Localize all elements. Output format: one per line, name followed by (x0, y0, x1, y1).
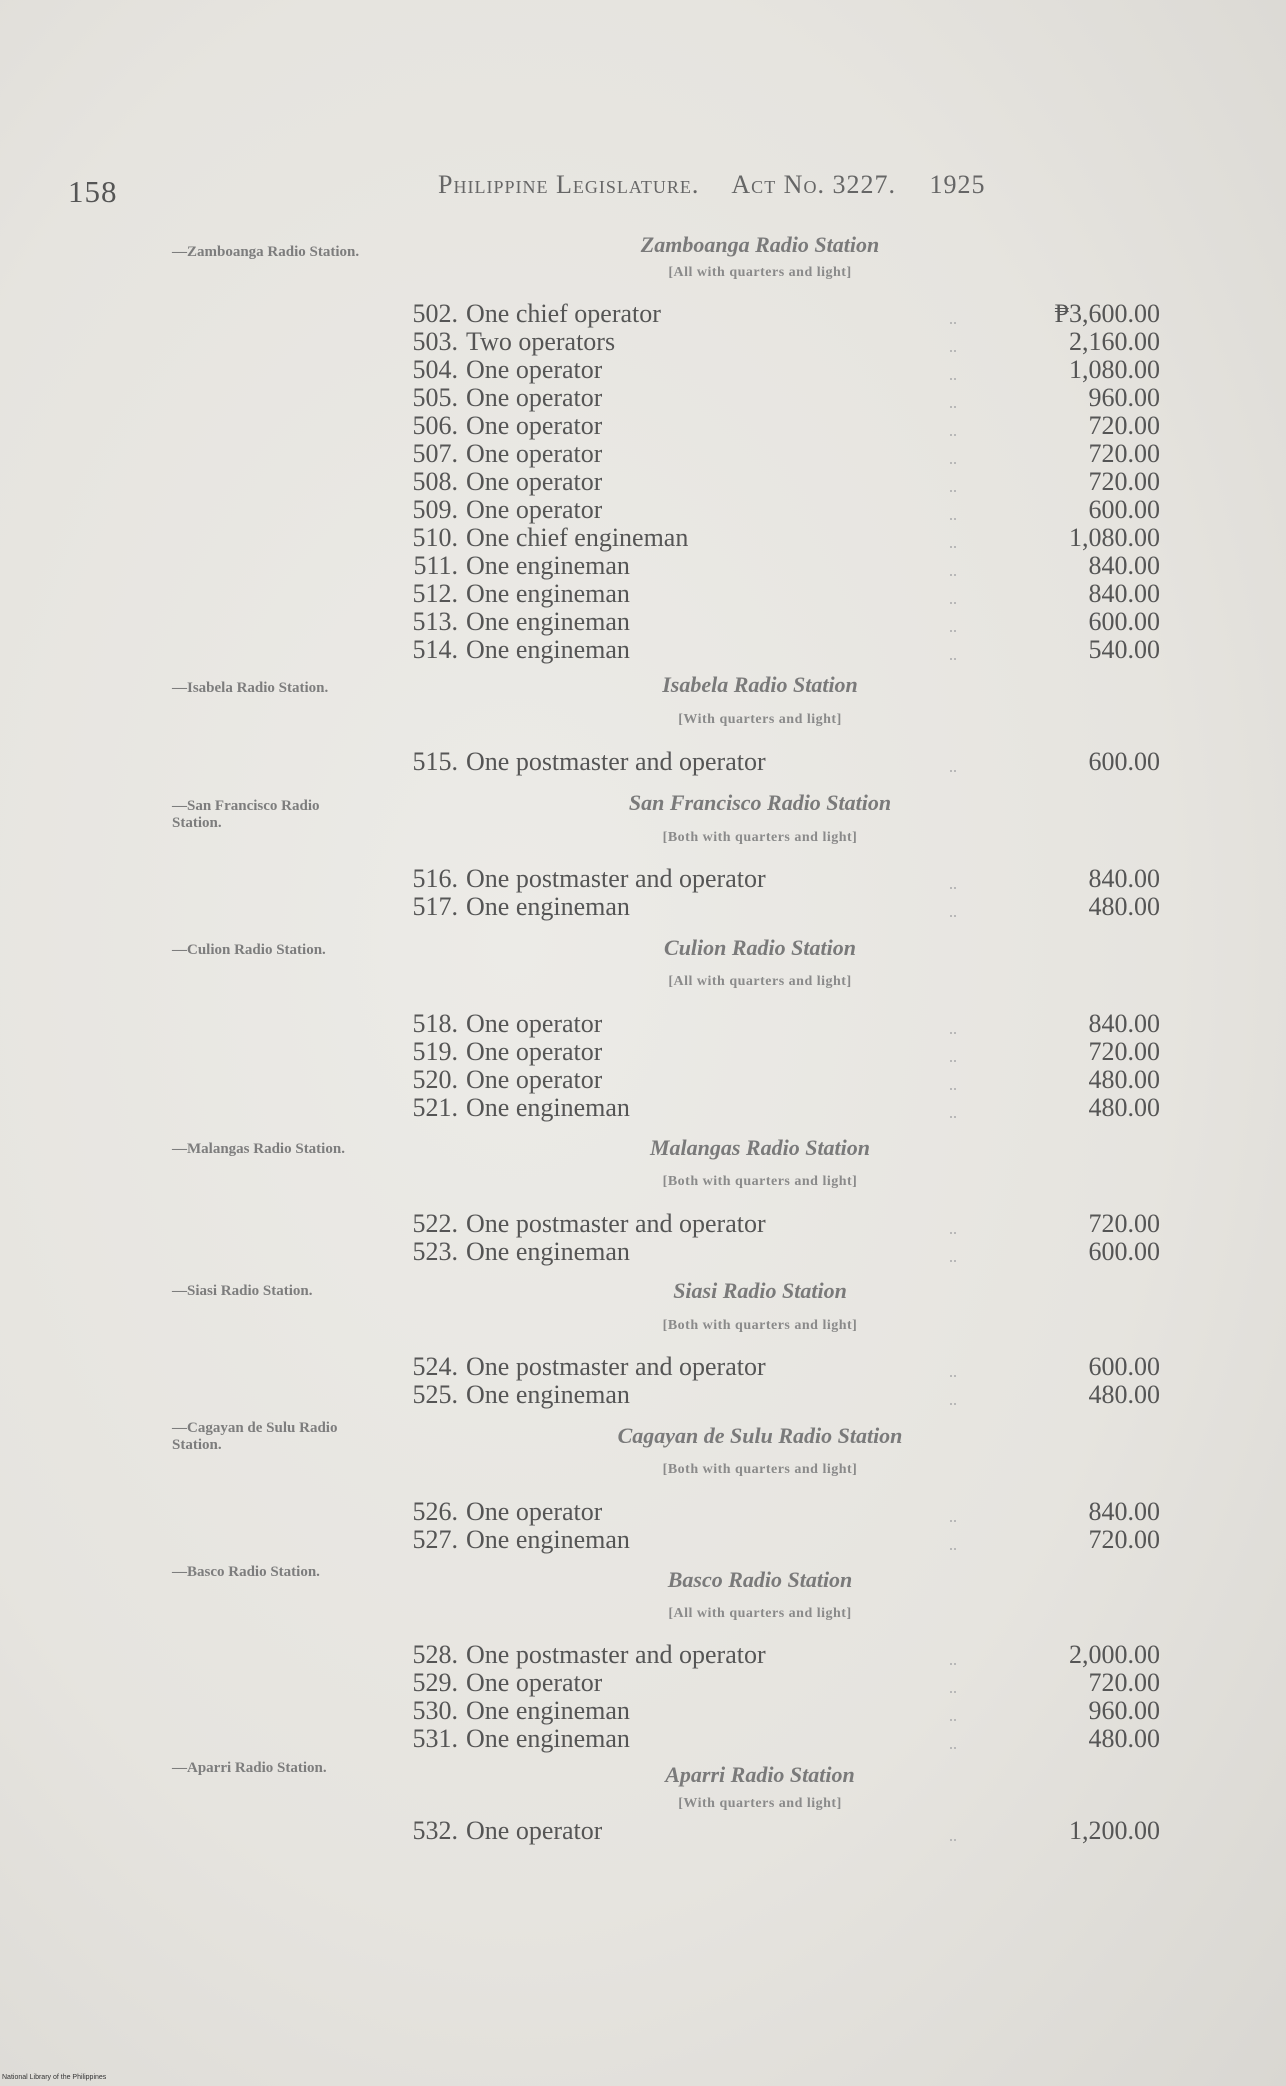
running-head-title: Philippine Legislature. (438, 170, 700, 199)
item-amount: 720.00 (1088, 1209, 1160, 1238)
line-item (400, 1038, 1160, 1066)
dot-leader (950, 867, 956, 889)
item-number: 516. (412, 864, 458, 893)
item-description: One engineman (466, 1526, 630, 1554)
dot-leader (950, 1643, 956, 1665)
dot-leader (950, 750, 956, 772)
item-description: One postmaster and operator (466, 1353, 766, 1381)
dot-leader (950, 1671, 956, 1693)
item-amount: 2,160.00 (1069, 327, 1160, 356)
line-item (400, 300, 1160, 328)
item-description: Two operators (466, 328, 616, 356)
item-description: One engineman (466, 1094, 630, 1122)
line-item (400, 1817, 1160, 1845)
item-description: One postmaster and operator (466, 865, 766, 893)
running-head-year: 1925 (929, 170, 986, 199)
line-item (400, 1353, 1160, 1381)
item-description: One postmaster and operator (466, 1641, 766, 1669)
dot-leader (950, 582, 956, 604)
margin-note: —San Francisco Radio Station. (172, 798, 320, 831)
item-number: 513. (412, 607, 458, 636)
dot-leader (950, 1699, 956, 1721)
station-subtitle: [With quarters and light] (678, 712, 842, 727)
item-amount: 960.00 (1088, 383, 1160, 412)
item-description: One postmaster and operator (466, 748, 766, 776)
dot-leader (950, 526, 956, 548)
margin-note: —Cagayan de Sulu Radio Station. (172, 1420, 338, 1453)
item-amount: 840.00 (1088, 551, 1160, 580)
item-amount: 480.00 (1088, 892, 1160, 921)
page-number: 158 (68, 174, 118, 209)
item-amount: 840.00 (1088, 864, 1160, 893)
line-item (400, 893, 1160, 921)
item-description: One engineman (466, 580, 630, 608)
station-title: Siasi Radio Station (673, 1278, 847, 1303)
item-amount: 540.00 (1088, 635, 1160, 664)
station-subtitle: [All with quarters and light] (668, 1606, 852, 1621)
dot-leader (950, 1068, 956, 1090)
item-description: One operator (466, 384, 603, 412)
dot-leader (950, 895, 956, 917)
dot-leader (950, 1383, 956, 1405)
line-item (400, 1725, 1160, 1753)
line-item (400, 1381, 1160, 1409)
dot-leader (950, 470, 956, 492)
line-item (400, 1010, 1160, 1038)
running-head (438, 170, 1011, 200)
running-head-act: Act No. 3227. (731, 170, 896, 199)
item-amount: 840.00 (1088, 1009, 1160, 1038)
dot-leader (950, 414, 956, 436)
line-item (400, 440, 1160, 468)
item-amount: ₱3,600.00 (1054, 299, 1160, 328)
line-item (400, 1238, 1160, 1266)
item-description: One engineman (466, 1725, 630, 1753)
item-amount: 600.00 (1088, 1237, 1160, 1266)
item-amount: 720.00 (1088, 1525, 1160, 1554)
item-number: 519. (412, 1037, 458, 1066)
line-item (400, 524, 1160, 552)
item-number: 506. (412, 411, 458, 440)
dot-leader (950, 1355, 956, 1377)
item-amount: 960.00 (1088, 1696, 1160, 1725)
item-number: 512. (412, 579, 458, 608)
item-description: One engineman (466, 636, 630, 664)
line-item (400, 412, 1160, 440)
dot-leader (950, 442, 956, 464)
station-title: Basco Radio Station (667, 1567, 853, 1592)
item-number: 515. (412, 747, 458, 776)
line-item (400, 496, 1160, 524)
line-item (400, 552, 1160, 580)
station-title: Aparri Radio Station (665, 1762, 855, 1787)
station-title: San Francisco Radio Station (628, 790, 892, 815)
item-number: 518. (412, 1009, 458, 1038)
dot-leader (950, 498, 956, 520)
line-item (400, 356, 1160, 384)
station-title: Zamboanga Radio Station (640, 232, 880, 257)
station-title: Isabela Radio Station (662, 672, 858, 697)
item-amount: 840.00 (1088, 1497, 1160, 1526)
item-amount: 720.00 (1088, 439, 1160, 468)
item-amount: 1,080.00 (1069, 355, 1160, 384)
margin-note: —Aparri Radio Station. (172, 1760, 327, 1776)
station-subtitle: [Both with quarters and light] (662, 1174, 858, 1189)
item-description: One engineman (466, 893, 630, 921)
item-number: 507. (412, 439, 458, 468)
margin-note: —Basco Radio Station. (172, 1564, 320, 1580)
item-description: One operator (466, 440, 603, 468)
dot-leader (950, 638, 956, 660)
item-amount: 480.00 (1088, 1380, 1160, 1409)
dot-leader (950, 1096, 956, 1118)
dot-leader (950, 386, 956, 408)
station-subtitle: [Both with quarters and light] (662, 830, 858, 845)
item-description: One engineman (466, 1697, 630, 1725)
item-number: 517. (412, 892, 458, 921)
line-item (400, 1066, 1160, 1094)
item-number: 521. (412, 1093, 458, 1122)
station-title: Cagayan de Sulu Radio Station (617, 1423, 903, 1448)
item-amount: 840.00 (1088, 579, 1160, 608)
dot-leader (950, 1528, 956, 1550)
dot-leader (950, 1012, 956, 1034)
line-item (400, 384, 1160, 412)
item-amount: 2,000.00 (1069, 1640, 1160, 1669)
item-description: One engineman (466, 1238, 630, 1266)
item-amount: 600.00 (1088, 1352, 1160, 1381)
item-description: One operator (466, 1669, 603, 1697)
line-item (400, 1669, 1160, 1697)
item-number: 505. (412, 383, 458, 412)
line-item (400, 636, 1160, 664)
item-amount: 1,200.00 (1069, 1816, 1160, 1845)
line-item (400, 1697, 1160, 1725)
item-number: 522. (412, 1209, 458, 1238)
line-item (400, 608, 1160, 636)
item-number: 503. (412, 327, 458, 356)
item-description: One engineman (466, 1381, 630, 1409)
station-title: Culion Radio Station (664, 935, 856, 960)
item-number: 504. (412, 355, 458, 384)
item-number: 502. (412, 299, 458, 328)
item-description: One operator (466, 1498, 603, 1526)
item-number: 520. (412, 1065, 458, 1094)
station-subtitle: [With quarters and light] (678, 1796, 842, 1811)
station-title: Malangas Radio Station (649, 1135, 871, 1160)
line-item (400, 865, 1160, 893)
station-subtitle: [Both with quarters and light] (662, 1318, 858, 1333)
line-item (400, 328, 1160, 356)
item-amount: 600.00 (1088, 607, 1160, 636)
item-amount: 720.00 (1088, 1037, 1160, 1066)
item-description: One chief operator (466, 300, 661, 328)
item-amount: 720.00 (1088, 1668, 1160, 1697)
dot-leader (950, 358, 956, 380)
dot-leader (950, 1240, 956, 1262)
item-number: 514. (412, 635, 458, 664)
line-item (400, 468, 1160, 496)
item-description: One operator (466, 496, 603, 524)
line-item (400, 580, 1160, 608)
dot-leader (950, 1727, 956, 1749)
line-item (400, 1641, 1160, 1669)
line-item (400, 1498, 1160, 1526)
item-amount: 480.00 (1088, 1093, 1160, 1122)
item-description: One operator (466, 356, 603, 384)
item-description: One engineman (466, 552, 630, 580)
item-number: 525. (412, 1380, 458, 1409)
station-subtitle: [Both with quarters and light] (662, 1462, 858, 1477)
margin-note: —Siasi Radio Station. (172, 1283, 313, 1299)
item-number: 526. (412, 1497, 458, 1526)
item-number: 529. (412, 1668, 458, 1697)
item-number: 510. (412, 523, 458, 552)
item-number: 530. (412, 1696, 458, 1725)
item-number: 509. (412, 495, 458, 524)
item-number: 532. (412, 1816, 458, 1845)
margin-note: —Culion Radio Station. (172, 942, 326, 958)
item-number: 527. (412, 1525, 458, 1554)
margin-note: —Malangas Radio Station. (172, 1141, 345, 1157)
station-subtitle: [All with quarters and light] (668, 265, 852, 280)
line-item (400, 748, 1160, 776)
item-amount: 1,080.00 (1069, 523, 1160, 552)
dot-leader (950, 330, 956, 352)
item-amount: 480.00 (1088, 1724, 1160, 1753)
dot-leader (950, 302, 956, 324)
item-amount: 480.00 (1088, 1065, 1160, 1094)
item-number: 524. (412, 1352, 458, 1381)
item-number: 508. (412, 467, 458, 496)
item-description: One operator (466, 1010, 603, 1038)
item-description: One operator (466, 1066, 603, 1094)
station-subtitle: [All with quarters and light] (668, 974, 852, 989)
dot-leader (950, 1040, 956, 1062)
margin-note: —Isabela Radio Station. (172, 680, 329, 696)
item-description: One operator (466, 468, 603, 496)
line-item (400, 1526, 1160, 1554)
item-amount: 600.00 (1088, 495, 1160, 524)
item-number: 511. (413, 551, 458, 580)
dot-leader (950, 1212, 956, 1234)
dot-leader (950, 1500, 956, 1522)
item-description: One operator (466, 412, 603, 440)
item-amount: 720.00 (1088, 411, 1160, 440)
line-item (400, 1210, 1160, 1238)
item-amount: 600.00 (1088, 747, 1160, 776)
item-number: 531. (412, 1724, 458, 1753)
item-description: One operator (466, 1817, 603, 1845)
item-number: 528. (412, 1640, 458, 1669)
item-amount: 720.00 (1088, 467, 1160, 496)
dot-leader (950, 610, 956, 632)
dot-leader (950, 554, 956, 576)
item-description: One postmaster and operator (466, 1210, 766, 1238)
dot-leader (950, 1819, 956, 1841)
item-description: One operator (466, 1038, 603, 1066)
item-description: One chief engineman (466, 524, 689, 552)
footer-note: National Library of the Philippines (2, 2074, 107, 2081)
line-item (400, 1094, 1160, 1122)
item-number: 523. (412, 1237, 458, 1266)
item-description: One engineman (466, 608, 630, 636)
margin-note: —Zamboanga Radio Station. (172, 244, 360, 260)
